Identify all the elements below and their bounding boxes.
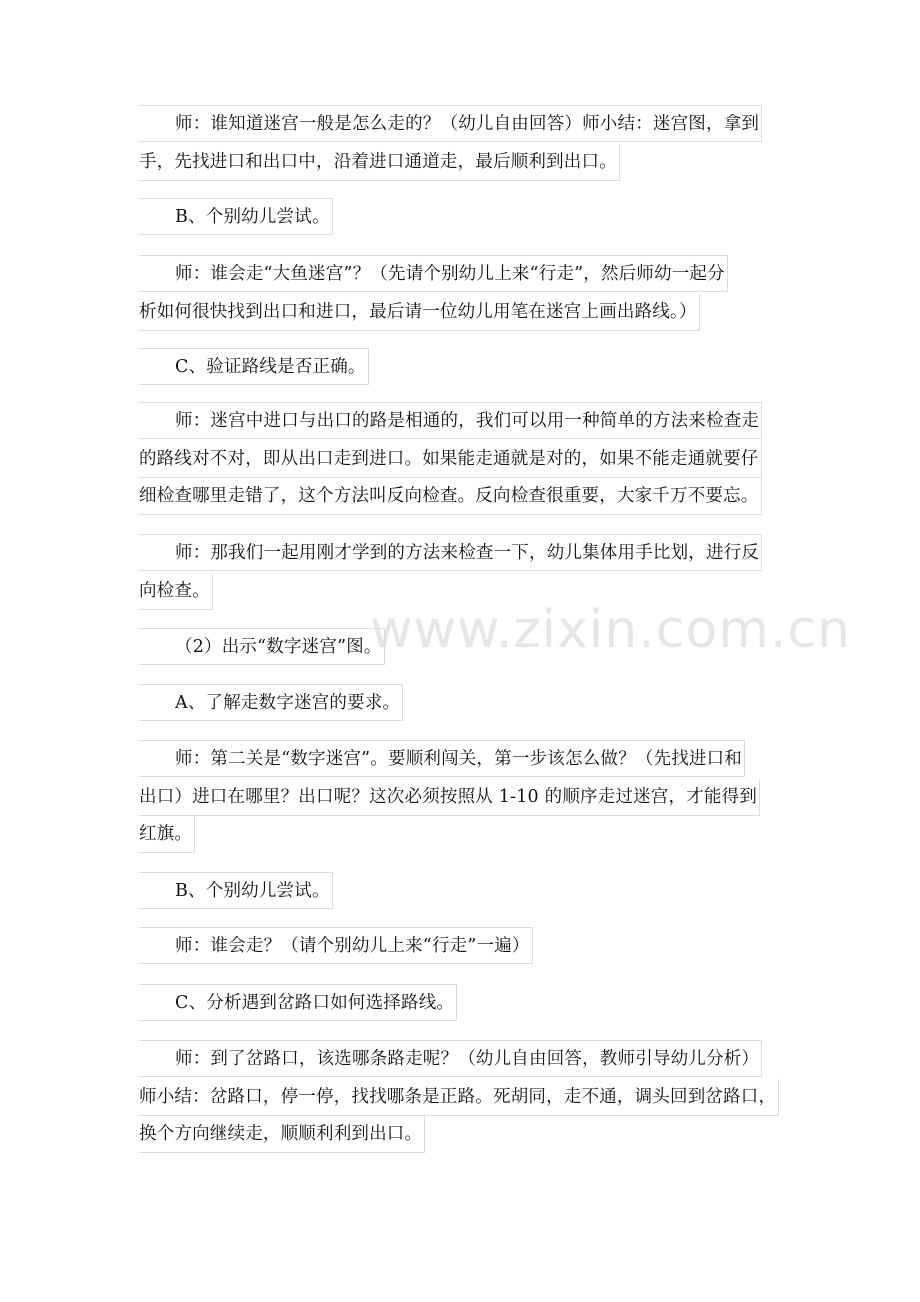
paragraph bbox=[139, 628, 385, 667]
watermark: www.zixin.com.cn bbox=[370, 600, 851, 660]
text-line: 师：第二关是“数字迷宫”。要顺利闯关，第一步该怎么做？（先找进口和 bbox=[139, 740, 745, 777]
paragraph bbox=[139, 872, 333, 911]
text-line: 师：迷宫中进口与出口的路是相通的，我们可以用一种简单的方法来检查走 bbox=[139, 402, 762, 439]
paragraph bbox=[139, 348, 369, 387]
text-line: 析如何很快找到出口和进口，最后请一位幼儿用笔在迷宫上画出路线。） bbox=[139, 294, 700, 331]
paragraph bbox=[139, 198, 333, 237]
text-line: 红旗。 bbox=[139, 816, 195, 853]
paragraph bbox=[139, 402, 762, 516]
paragraph bbox=[139, 255, 728, 331]
paragraph bbox=[139, 684, 403, 723]
text-line: 师：谁会走“大鱼迷宫”？（先请个别幼儿上来“行走”，然后师幼一起分 bbox=[139, 255, 728, 292]
text-line: A、了解走数字迷宫的要求。 bbox=[139, 684, 403, 721]
text-line: B、个别幼儿尝试。 bbox=[139, 198, 333, 235]
text-line: 师：谁会走？（请个别幼儿上来“行走”一遍） bbox=[139, 927, 533, 964]
text-line: 师：那我们一起用刚才学到的方法来检查一下，幼儿集体用手比划，进行反 bbox=[139, 534, 762, 571]
paragraph bbox=[139, 927, 533, 966]
text-line: 细检查哪里走错了，这个方法叫反向检查。反向检查很重要，大家千万不要忘。 bbox=[139, 478, 762, 515]
text-line: 的路线对不对，即从出口走到进口。如果能走通就是对的，如果不能走通就要仔 bbox=[139, 441, 762, 478]
text-line: C、验证路线是否正确。 bbox=[139, 348, 369, 385]
text-line: 手，先找进口和出口中，沿着进口通道走，最后顺利到出口。 bbox=[139, 144, 620, 181]
text-line: 换个方向继续走，顺顺利利到出口。 bbox=[139, 1116, 425, 1153]
text-line: C、分析遇到岔路口如何选择路线。 bbox=[139, 984, 457, 1021]
text-line: 师：到了岔路口，该选哪条路走呢？（幼儿自由回答，教师引导幼儿分析） bbox=[139, 1040, 762, 1077]
paragraph bbox=[139, 984, 457, 1023]
paragraph bbox=[139, 740, 760, 854]
text-line: 师小结：岔路口，停一停，找找哪条是正路。死胡同，走不通，调头回到岔路口， bbox=[139, 1079, 779, 1116]
paragraph bbox=[139, 534, 762, 610]
text-line: （2）出示“数字迷宫”图。 bbox=[139, 628, 385, 665]
text-line: B、个别幼儿尝试。 bbox=[139, 872, 333, 909]
paragraph bbox=[139, 105, 762, 181]
paragraph bbox=[139, 1040, 779, 1154]
text-line: 出口）进口在哪里？出口呢？这次必须按照从 1-10 的顺序走过迷宫，才能得到 bbox=[139, 779, 760, 816]
text-line: 向检查。 bbox=[139, 573, 213, 610]
text-line: 师：谁知道迷宫一般是怎么走的？（幼儿自由回答）师小结：迷宫图，拿到 bbox=[139, 105, 762, 142]
